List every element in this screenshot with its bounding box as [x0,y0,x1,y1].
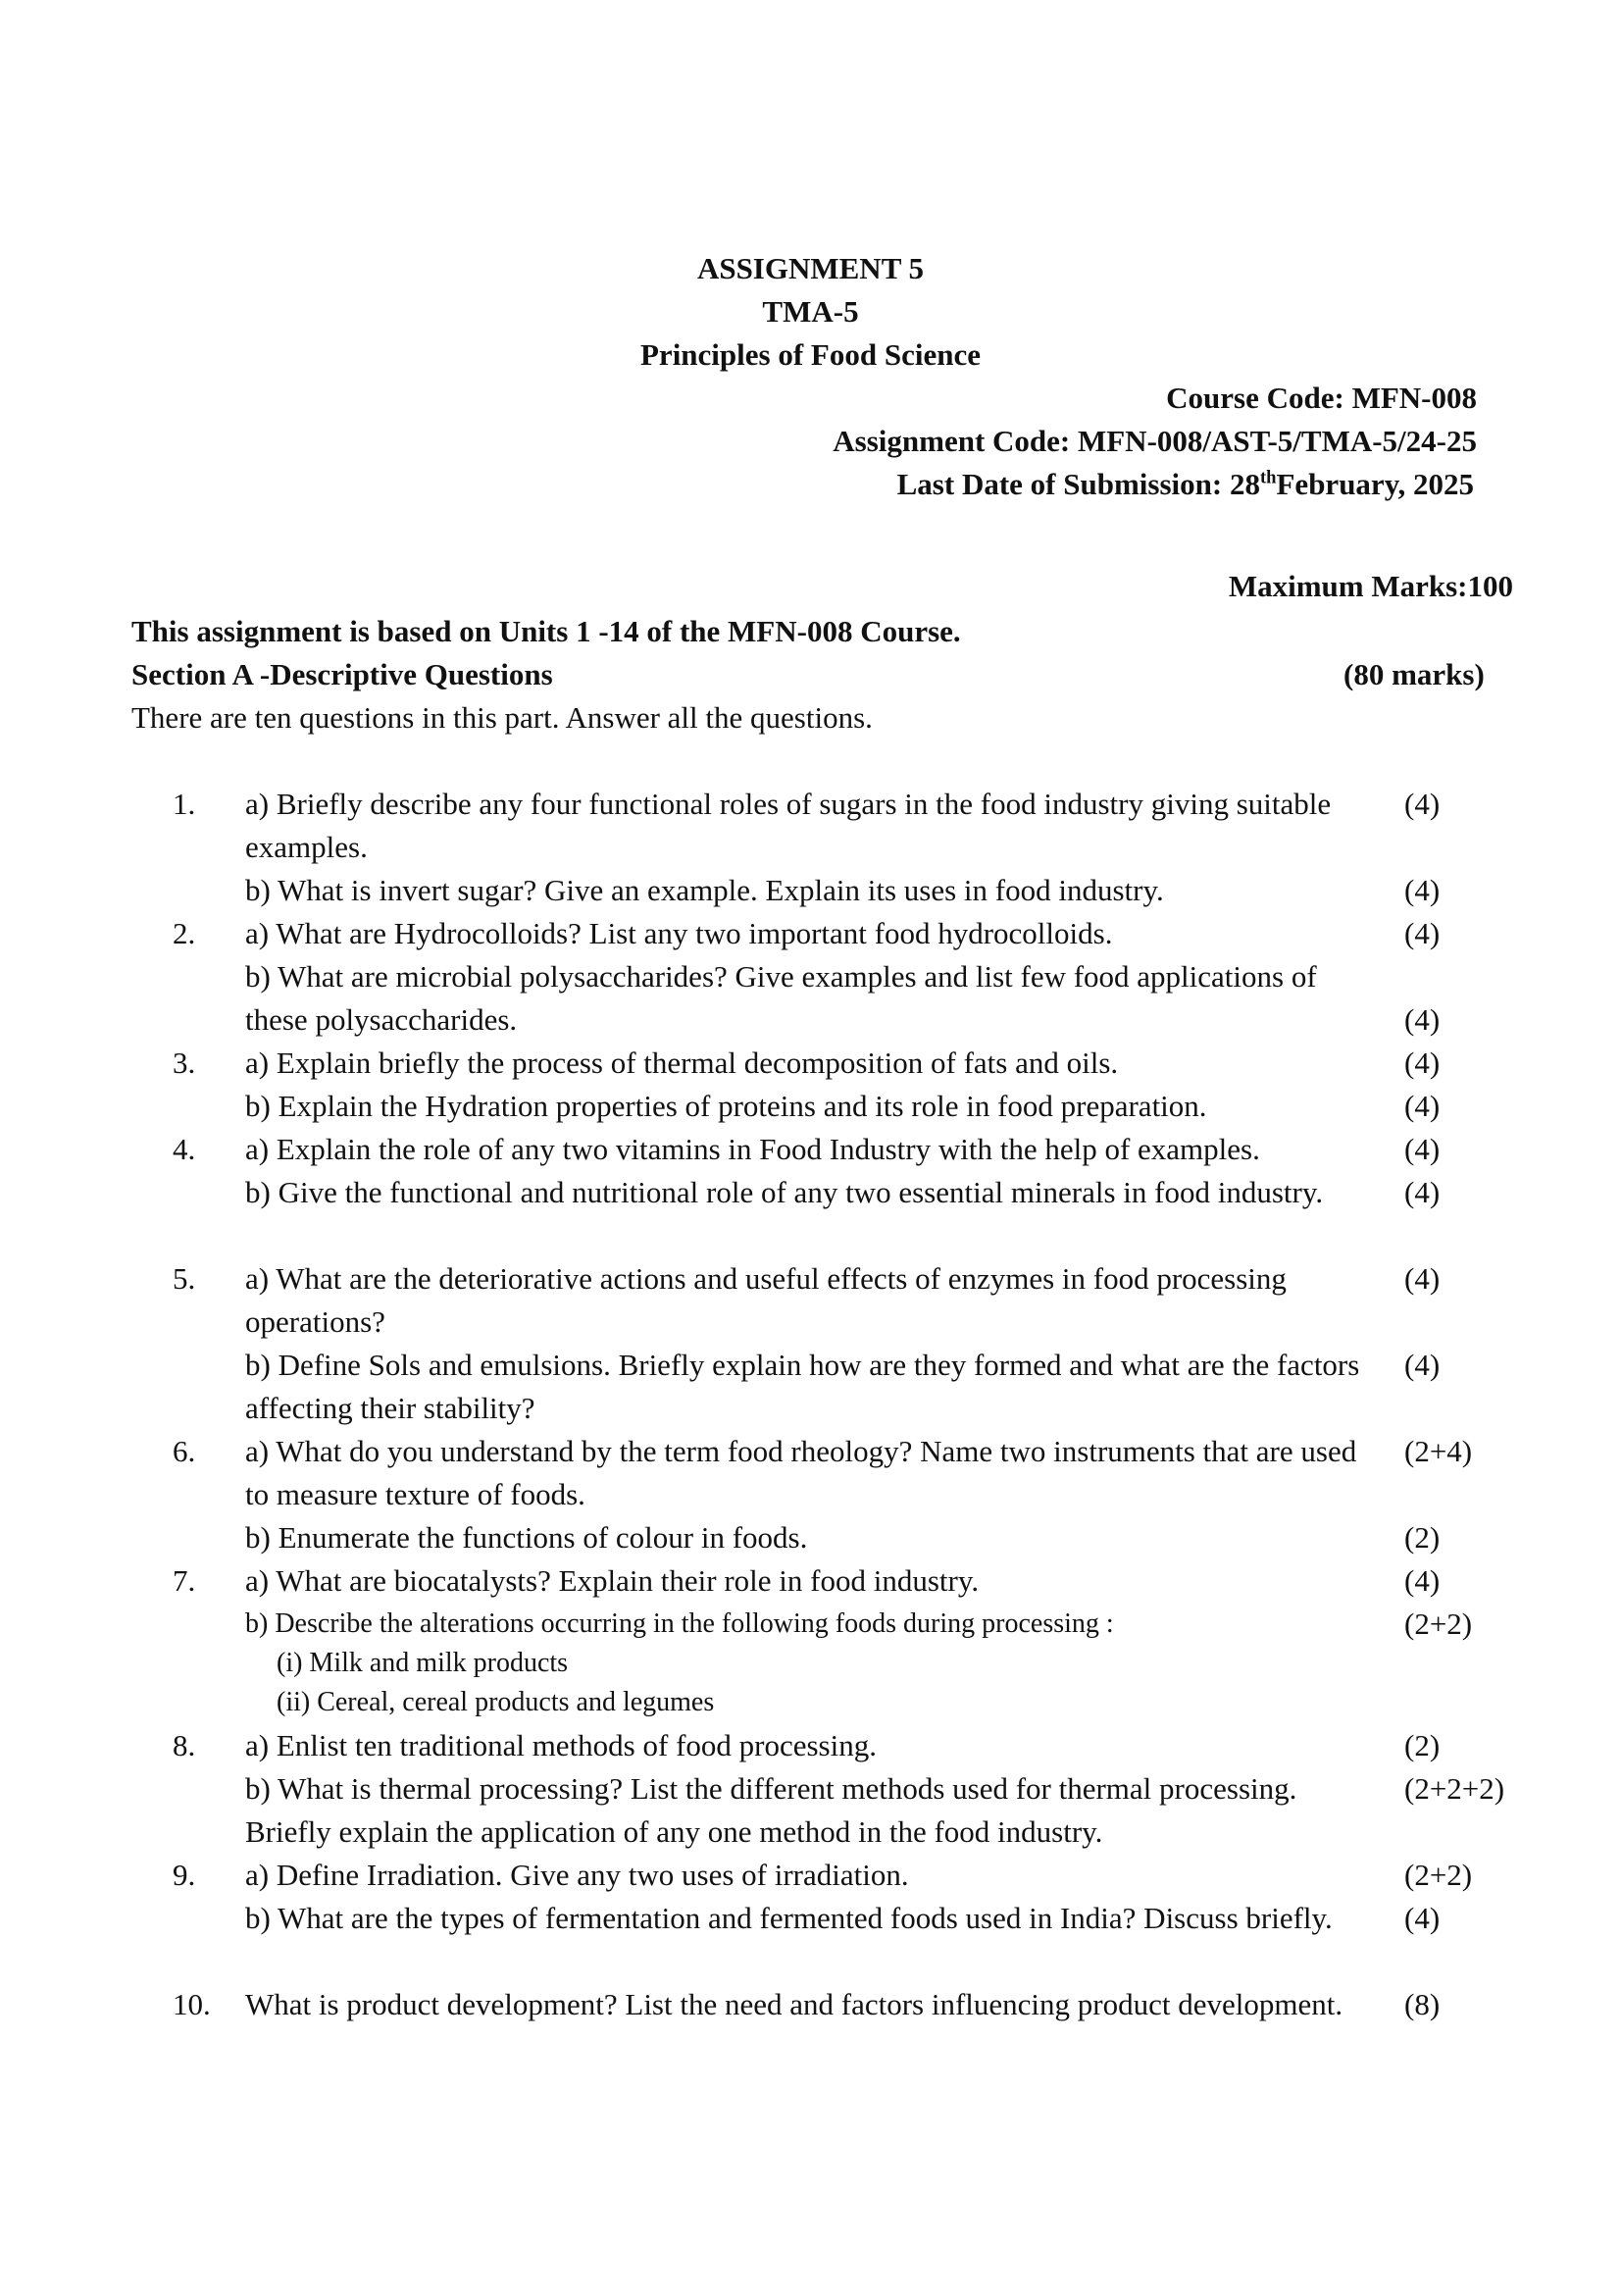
course-code: Course Code: MFN-008 [1166,381,1477,415]
question-part-b: b) Define Sols and emulsions. Briefly explain how are they formed and what are the factors affecting their stability? [245,1348,1360,1425]
question-part-b-marks: (4) [1404,873,1441,907]
question-part-a-marks: (4) [1404,1046,1441,1080]
question-part-b-marks: (2+2) [1404,1607,1473,1641]
question-part-b-marks: (4) [1404,1175,1441,1209]
question-number: 1. [173,787,196,821]
question-part-b: b) What is thermal processing? List the different methods used for thermal processing. Briefly explain the application of any one method in the food industry. [245,1771,1297,1849]
last-date-prefix: Last Date of Submission: 28 [896,467,1260,501]
question-part-a: a) What are the deteriorative actions and useful effects of enzymes in food processing operations? [245,1261,1287,1339]
question-part-b-marks: (4) [1404,1901,1441,1935]
section-marks: (80 marks) [1343,657,1485,691]
assignment-code: Assignment Code: MFN-008/AST-5/TMA-5/24-25 [833,424,1477,458]
question-part-b-marks: (4) [1404,1348,1441,1382]
question-number: 6. [173,1434,196,1468]
question-part-b: b) Describe the alterations occurring in the following foods during processing : [245,1608,1114,1639]
last-date-superscript: th [1259,467,1277,488]
question-part-b-marks: (2+2+2) [1404,1771,1505,1806]
question-part-a-marks: (4) [1404,1132,1441,1166]
question-number: 5. [173,1261,196,1296]
question-part-a: a) Enlist ten traditional methods of food processing. [245,1728,877,1762]
question-part-b: b) Explain the Hydration properties of proteins and its role in food preparation. [245,1089,1207,1123]
last-date-suffix: February, 2025 [1276,467,1474,501]
question-part-a-marks: (2) [1404,1728,1441,1762]
question-part-b-marks: (2) [1404,1520,1441,1555]
question-part-a-marks: (2+2) [1404,1858,1473,1892]
question-number: 3. [173,1046,196,1080]
question-part-a: a) Explain briefly the process of thermal decomposition of fats and oils. [245,1046,1119,1080]
question-marks: (8) [1404,1987,1441,2021]
question-part-a-marks: (4) [1404,787,1441,821]
question-text: What is product development? List the need and factors influencing product development. [245,1987,1343,2021]
assignment-title: ASSIGNMENT 5 [696,251,925,285]
question-part-a: a) Explain the role of any two vitamins in Food Industry with the help of examples. [245,1132,1260,1166]
question-part-b-marks: (4) [1404,1089,1441,1123]
question-number: 7. [173,1563,196,1598]
question-part-b: b) Enumerate the functions of colour in foods. [245,1520,808,1555]
question-part-b: b) What are microbial polysaccharides? Give examples and list few food applications of these polysaccharides. [245,959,1317,1037]
question-number: 2. [173,916,196,950]
question-part-a: a) Define Irradiation. Give any two uses of irradiation. [245,1858,909,1892]
assignment-scope: This assignment is based on Units 1 -14 of the MFN-008 Course. [131,614,961,648]
question-sub-item: (i) Milk and milk products [277,1648,569,1678]
question-part-a: a) What do you understand by the term food rheology? Name two instruments that are used to measure texture of foods. [245,1434,1357,1511]
question-part-b: b) What is invert sugar? Give an example. Explain its uses in food industry. [245,873,1164,907]
question-part-a: a) What are Hydrocolloids? List any two important food hydrocolloids. [245,916,1113,950]
last-date-of-submission [897,465,1474,504]
question-part-a: a) Briefly describe any four functional roles of sugars in the food industry giving suitable examples. [245,787,1332,864]
question-part-a-marks: (4) [1404,1261,1441,1296]
question-part-a-marks: (4) [1404,1563,1441,1598]
question-part-a: a) What are biocatalysts? Explain their role in food industry. [245,1563,980,1598]
question-part-b: b) What are the types of fermentation and fermented foods used in India? Discuss briefly. [245,1901,1333,1935]
question-number: 4. [173,1132,196,1166]
section-title: Section A -Descriptive Questions [131,657,553,691]
section-instructions: There are ten questions in this part. Answer all the questions. [131,700,873,735]
question-part-a-marks: (2+4) [1404,1434,1473,1468]
question-sub-item: (ii) Cereal, cereal products and legumes [277,1687,715,1717]
question-number: 10. [173,1987,211,2021]
question-number: 8. [173,1728,196,1762]
question-part-b-marks: (4) [1404,1002,1441,1037]
tma-label: TMA-5 [762,294,859,329]
question-part-b: b) Give the functional and nutritional role of any two essential minerals in food industry. [245,1175,1324,1209]
subject-title: Principles of Food Science [640,337,981,372]
question-part-a-marks: (4) [1404,916,1441,950]
maximum-marks: Maximum Marks:100 [1228,569,1513,603]
question-number: 9. [173,1858,196,1892]
